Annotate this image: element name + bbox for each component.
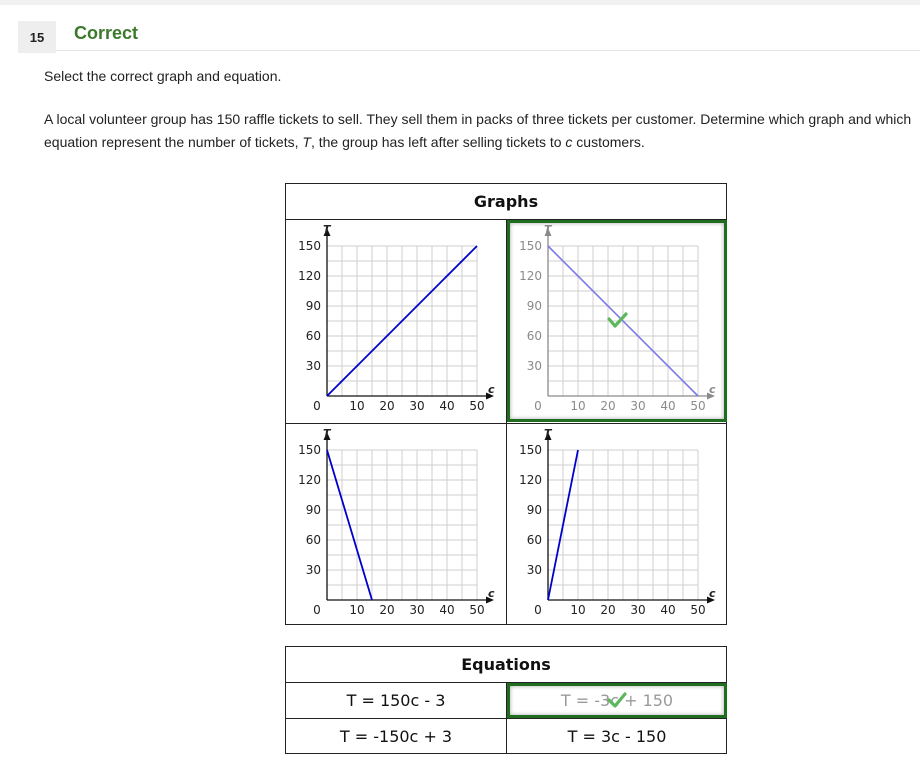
x-tick-label: 20 (379, 603, 395, 617)
y-tick-label: 90 (305, 503, 321, 517)
x-tick-label: 40 (660, 603, 676, 617)
y-tick-label: 60 (305, 533, 321, 547)
y-axis-label: T (544, 223, 552, 236)
graph-plot (507, 220, 727, 422)
status-label: Correct (74, 23, 139, 43)
graphs-title: Graphs (286, 184, 726, 220)
x-tick-label: 40 (439, 399, 455, 413)
question-prompt (44, 108, 916, 154)
top-strip (0, 0, 920, 5)
checkmark-path (609, 694, 625, 706)
plot-grid (548, 450, 698, 600)
x-tick-label: 50 (469, 399, 485, 413)
equation-option-a[interactable] (286, 683, 506, 718)
x-tick-label: 10 (570, 603, 586, 617)
y-tick-label: 150 (298, 239, 321, 253)
x-tick-label: 10 (349, 399, 365, 413)
graph-option-d[interactable] (507, 424, 727, 626)
equation-option-c[interactable] (286, 719, 506, 754)
y-tick-label: 30 (305, 359, 321, 373)
equation-option-d[interactable] (507, 719, 727, 754)
prompt-text-2: , the group has left after selling tickets to (310, 134, 566, 150)
x-tick-label: 50 (690, 603, 706, 617)
prompt-text-3: customers. (572, 134, 645, 150)
origin-label: 0 (534, 603, 542, 617)
y-tick-label: 60 (526, 329, 542, 343)
y-tick-label: 60 (526, 533, 542, 547)
origin-label: 0 (534, 399, 542, 413)
x-tick-label: 30 (630, 399, 646, 413)
graph-option-a[interactable] (286, 220, 506, 422)
equation-text: T = -3c + 150 (560, 691, 674, 710)
y-tick-label: 30 (526, 563, 542, 577)
x-tick-label: 40 (660, 399, 676, 413)
x-axis-label: c (488, 383, 495, 396)
prompt-var-t: T (302, 134, 311, 150)
y-tick-label: 150 (298, 443, 321, 457)
x-tick-label: 10 (349, 603, 365, 617)
graphs-horizontal-divider (286, 423, 726, 424)
origin-label: 0 (313, 399, 321, 413)
y-tick-label: 150 (519, 443, 542, 457)
equations-table (285, 646, 727, 754)
origin-label: 0 (313, 603, 321, 617)
y-tick-label: 60 (305, 329, 321, 343)
x-tick-label: 20 (379, 399, 395, 413)
checkmark-icon (606, 690, 628, 710)
instruction-text: Select the correct graph and equation. (44, 68, 282, 84)
y-tick-label: 90 (526, 503, 542, 517)
equation-text: T = 3c - 150 (567, 727, 667, 746)
x-tick-label: 10 (570, 399, 586, 413)
y-tick-label: 120 (298, 269, 321, 283)
graphs-table (285, 183, 727, 625)
prompt-var-c: c (565, 134, 573, 150)
x-axis-label: c (488, 587, 495, 600)
equation-option-b[interactable] (507, 683, 727, 718)
prompt-text-1: A local volunteer group has 150 raffle tickets to sell. They sell them in packs of three tickets per customer. Determine which graph and which equation represent the number of tickets, (44, 111, 912, 150)
equations-title: Equations (286, 647, 726, 683)
x-tick-label: 50 (469, 603, 485, 617)
y-tick-label: 90 (526, 299, 542, 313)
graph-plot (286, 424, 506, 626)
y-axis-label: T (544, 427, 552, 440)
equations-horizontal-divider (286, 718, 726, 719)
x-axis-label: c (709, 383, 716, 396)
x-tick-label: 30 (630, 603, 646, 617)
equation-text: T = -150c + 3 (339, 727, 453, 746)
y-tick-label: 30 (526, 359, 542, 373)
x-tick-label: 50 (690, 399, 706, 413)
x-tick-label: 30 (409, 603, 425, 617)
y-tick-label: 120 (519, 269, 542, 283)
y-tick-label: 30 (305, 563, 321, 577)
y-tick-label: 150 (519, 239, 542, 253)
y-axis-label: T (323, 427, 331, 440)
x-axis-label: c (709, 587, 716, 600)
x-tick-label: 20 (600, 603, 616, 617)
x-tick-label: 40 (439, 603, 455, 617)
x-tick-label: 30 (409, 399, 425, 413)
question-number: 15 (18, 21, 56, 53)
question-header (18, 16, 920, 51)
y-tick-label: 120 (519, 473, 542, 487)
equation-text: T = 150c - 3 (346, 691, 446, 710)
graph-option-c[interactable] (286, 424, 506, 626)
graph-plot (507, 424, 727, 626)
x-tick-label: 20 (600, 399, 616, 413)
y-tick-label: 120 (298, 473, 321, 487)
graph-plot (286, 220, 506, 422)
y-axis-label: T (323, 223, 331, 236)
graph-option-b[interactable] (507, 220, 727, 422)
y-tick-label: 90 (305, 299, 321, 313)
